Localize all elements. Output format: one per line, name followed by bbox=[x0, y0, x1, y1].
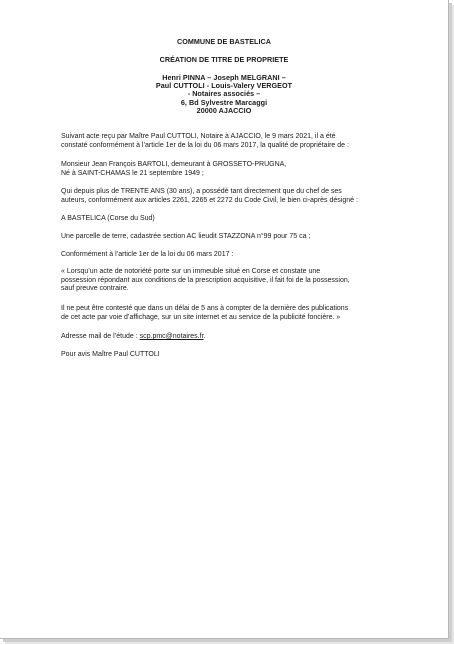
paragraph-line: Monsieur Jean François BARTOLI, demeurant à GROSSETO-PRUGNA, bbox=[61, 161, 287, 168]
paragraph-line: de cet acte par voie d’affichage, sur un site internet et au service de la publicité foncière. » bbox=[61, 313, 341, 321]
paragraph-line: « Lorsqu’un acte de notoriété porte sur un immeuble situé en Corse et constate une bbox=[61, 268, 321, 275]
paragraph-signature: Pour avis Maître Paul CUTTOLI bbox=[61, 351, 160, 358]
paragraph-location: A BASTELICA (Corse du Sud) bbox=[61, 215, 155, 222]
paragraph-line: possession répondant aux conditions de la prescription acquisitive, il fait foi de la possession, bbox=[61, 276, 350, 284]
paragraph-law-reference: Conformément à l’article 1er de la loi du 06 mars 2017 : bbox=[61, 251, 234, 258]
paragraph-line: auteurs, conformément aux articles 2261, 2265 et 2272 du Code Civil, le bien ci-après désigné : bbox=[61, 196, 358, 204]
address-line-2: 20000 AJACCIO bbox=[196, 105, 252, 115]
paragraph-deed bbox=[61, 133, 401, 150]
paragraph-owner bbox=[61, 161, 401, 178]
email-end: . bbox=[203, 333, 206, 340]
notaries-line-2: Paul CUTTOLI - Louis-Valery VERGEOT bbox=[155, 81, 293, 91]
paragraph-line: Né à SAINT-CHAMAS le 21 septembre 1949 ; bbox=[61, 169, 204, 177]
paragraph-parcel: Une parcelle de terre, cadastrée section AC lieudit STAZZONA n°99 pour 75 ca ; bbox=[61, 233, 311, 240]
paragraph-line: Qui depuis plus de TRENTE ANS (30 ans), a possédé tant directement que du chef de ses bbox=[61, 188, 342, 195]
email-label: Adresse mail de l’étude : bbox=[61, 333, 140, 340]
email-link[interactable]: scp.pmc@notaires.fr bbox=[139, 333, 204, 340]
paragraph-line: constaté conformément à l’article 1er de la loi du 06 mars 2017, la qualité de propriétaire de : bbox=[61, 141, 349, 149]
address-line-1: 6, Bd Sylvestre Marcaggi bbox=[180, 97, 268, 107]
document-title: CRÉATION DE TITRE DE PROPRIETE bbox=[159, 55, 289, 64]
paragraph-line: sauf preuve contraire. bbox=[61, 285, 129, 293]
notaries-block bbox=[0, 74, 448, 115]
paragraph-possession bbox=[61, 188, 401, 205]
paragraph-line: Il ne peut être contesté que dans un délai de 5 ans à compter de la dernière des publications bbox=[61, 305, 349, 312]
commune-heading: COMMUNE DE BASTELICA bbox=[176, 37, 272, 46]
paragraph-quote-2 bbox=[61, 305, 401, 322]
paragraph-line: Suivant acte reçu par Maître Paul CUTTOLI, Notaire à AJACCIO, le 9 mars 2021, il a été bbox=[61, 133, 336, 140]
notaries-line-1: Henri PINNA – Joseph MELGRANI – bbox=[162, 73, 286, 82]
notaries-line-3: - Notaires associés – bbox=[187, 89, 261, 99]
paragraph-quote-1 bbox=[61, 268, 401, 294]
paragraph-email bbox=[61, 333, 401, 342]
